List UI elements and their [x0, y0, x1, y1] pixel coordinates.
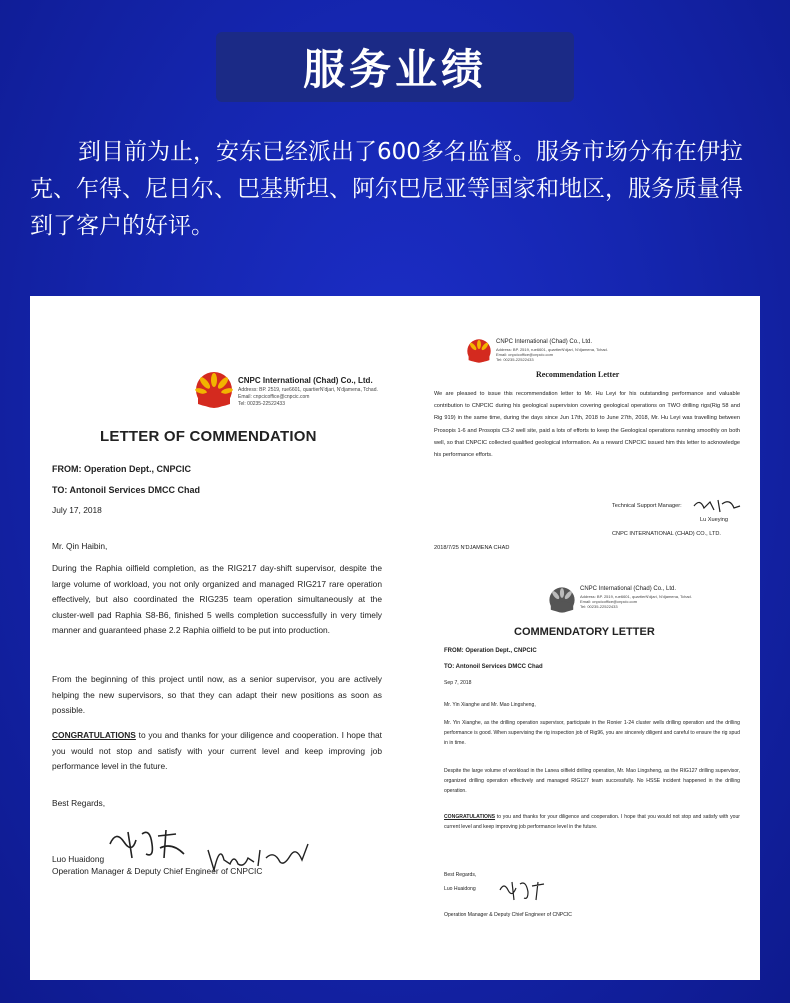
signatory-position: Operation Manager & Deputy Chief Engineer of CNPCIC	[52, 866, 263, 876]
letter-regards: Best Regards,	[52, 798, 106, 808]
title-banner	[216, 32, 574, 102]
paragraph-3-text: to you and thanks for your diligence and cooperation. I hope that you would not stop and satisfy with your current level and keep improving job performance level in the future.	[444, 814, 740, 830]
letter-paragraph-2: From the beginning of this project until now, as a senior supervisor, you are actively helping the new supervisors, so that they can adapt their new positions as soon as possible.	[52, 674, 382, 715]
letter-of-commendation	[42, 356, 418, 916]
commendatory-letter	[434, 580, 752, 960]
company-email: Email: cnpcicoffice@cnpcic.com	[238, 394, 310, 400]
letter-date-place: 2018/7/25 N'DJAMENA CHAD	[434, 545, 510, 551]
company-email: Email: cnpcicoffice@cnpcic.com	[496, 352, 554, 357]
intro-paragraph: 到目前为止，安东已经派出了600多名监督。服务市场分布在伊拉克、乍得、尼日尔、巴基斯坦、阿尔巴尼亚等国家和地区，服务质量得到了客户的好评。	[30, 139, 743, 239]
letter-heading: COMMENDATORY LETTER	[514, 626, 655, 638]
manager-label: Technical Support Manager:	[612, 503, 682, 509]
company-address: Address: BP. 2519, rue6601, quartierN'djari, N'djamena, Tchad.	[580, 594, 692, 599]
letter-regards: Best Regards,	[444, 872, 477, 878]
company-address: Address: BP. 2519, rue6601, quartierN'djari, N'djamena, Tchad.	[496, 347, 608, 352]
letters-image	[30, 296, 760, 980]
letter-paragraph-3	[444, 812, 740, 832]
letter-date: July 17, 2018	[52, 505, 102, 515]
recommendation-letter	[426, 336, 746, 556]
company-tel: Tel: 00235-22522433	[238, 401, 285, 407]
letter-paragraph-2: Despite the large volume of workload in the Lanea oilfield drilling operation, Mr. Mao Lingsheng, as the RIG127 drilling supervisor, organized drilling operation effectively and managed RIG127 team successfully. No HSSE incident happened in the drilling operation.	[444, 768, 740, 794]
cnpc-logo-icon	[194, 370, 234, 410]
letter-from: FROM: Operation Dept., CNPCIC	[52, 464, 191, 474]
company-address: Address: BP. 2519, rue6601, quartierN'djari, N'djamena, Tchad.	[238, 387, 378, 393]
letter-to: TO: Antonoil Services DMCC Chad	[444, 664, 543, 670]
letter-from: FROM: Operation Dept., CNPCIC	[444, 648, 537, 654]
letter-paragraph-3	[52, 728, 382, 775]
letter-paragraph-1: During the Raphia oilfield completion, as the RIG217 day-shift supervisor, despite the large volume of workload, you not only organized and managed RIG217 rare operation effectively, but also coordinated the RIG235 team operation simultaneously at the cluster-well pad Raphia S8-B6, finished 5 wells completion successfully in very timely manner and guaranteed phase 2.2 Raphia oilfield to be put into production.	[52, 563, 382, 635]
letter-heading: Recommendation Letter	[536, 370, 620, 379]
page-title: 服务业绩	[302, 45, 487, 94]
letter-salutation: Mr. Yin Xianghe and Mr. Mao Lingsheng,	[444, 702, 536, 708]
letter-date: Sep 7, 2018	[444, 680, 472, 686]
letter-paragraph-1: Mr. Yin Xianghe, as the drilling operation supervisor, participate in the Ronier 1-24 cluster wells drilling operation and the drilling performance is good. When supervising the rig inspection job of Rig96, you are sincerely diligent and careful to ensure the rig spud in in time.	[444, 720, 740, 746]
letter-to: TO: Antonoil Services DMCC Chad	[52, 485, 201, 495]
letter-heading: LETTER OF COMMENDATION	[100, 428, 317, 445]
company-email: Email: cnpcicoffice@cnpcic.com	[580, 599, 638, 604]
cnpc-logo-icon	[548, 586, 576, 614]
handwritten-signature	[106, 824, 196, 864]
company-tel: Tel: 00235-22522433	[496, 357, 534, 362]
congratulations-word: CONGRATULATIONS	[444, 814, 496, 820]
cnpc-logo-icon	[466, 338, 492, 364]
manager-name: Lu Xueying	[700, 517, 728, 523]
congratulations-word: CONGRATULATIONS	[52, 730, 136, 740]
letter-salutation: Mr. Qin Haibin,	[52, 541, 108, 551]
company-name: CNPC International (Chad) Co., Ltd.	[238, 376, 373, 385]
handwritten-signature	[498, 878, 548, 904]
signatory-name: Luo Huaidong	[444, 886, 476, 892]
paragraph-3-text: to you and thanks for your diligence and cooperation. I hope that you would not stop and satisfy with your current level and keep improving job performance level in the future.	[52, 730, 382, 771]
company-org: CNPC INTERNATIONAL (CHAD) CO., LTD.	[612, 531, 721, 537]
company-tel: Tel: 00235-22522433	[580, 604, 618, 609]
signatory-name: Luo Huaidong	[52, 854, 105, 864]
signatory-position: Operation Manager & Deputy Chief Engineer of CNPCIC	[444, 912, 572, 918]
company-name: CNPC International (Chad) Co., Ltd.	[580, 586, 677, 592]
letter-body: We are pleased to issue this recommendation letter to Mr. Hu Leyi for his outstanding performance and valuable contribution to CNPCIC during his geological supervision covering geological operations on TWO drilling rigs(Rig 58 and Rig 919) in the same time, during the days since Jun 17th, 2018 to June 27th, 2018, Mr. Hu Leyi was travelling between Prosopis 1-6 and Prosopis C3-2 well site, paid a lots of efforts to keep the Geological operations running smoothly on both well, so that CNPCIC collected qualified geological information. As a reward CNPCIC issued him this letter to acknowledge his performance efforts.	[434, 391, 740, 459]
company-name: CNPC International (Chad) Co., Ltd.	[496, 339, 593, 345]
handwritten-signature	[692, 496, 742, 514]
